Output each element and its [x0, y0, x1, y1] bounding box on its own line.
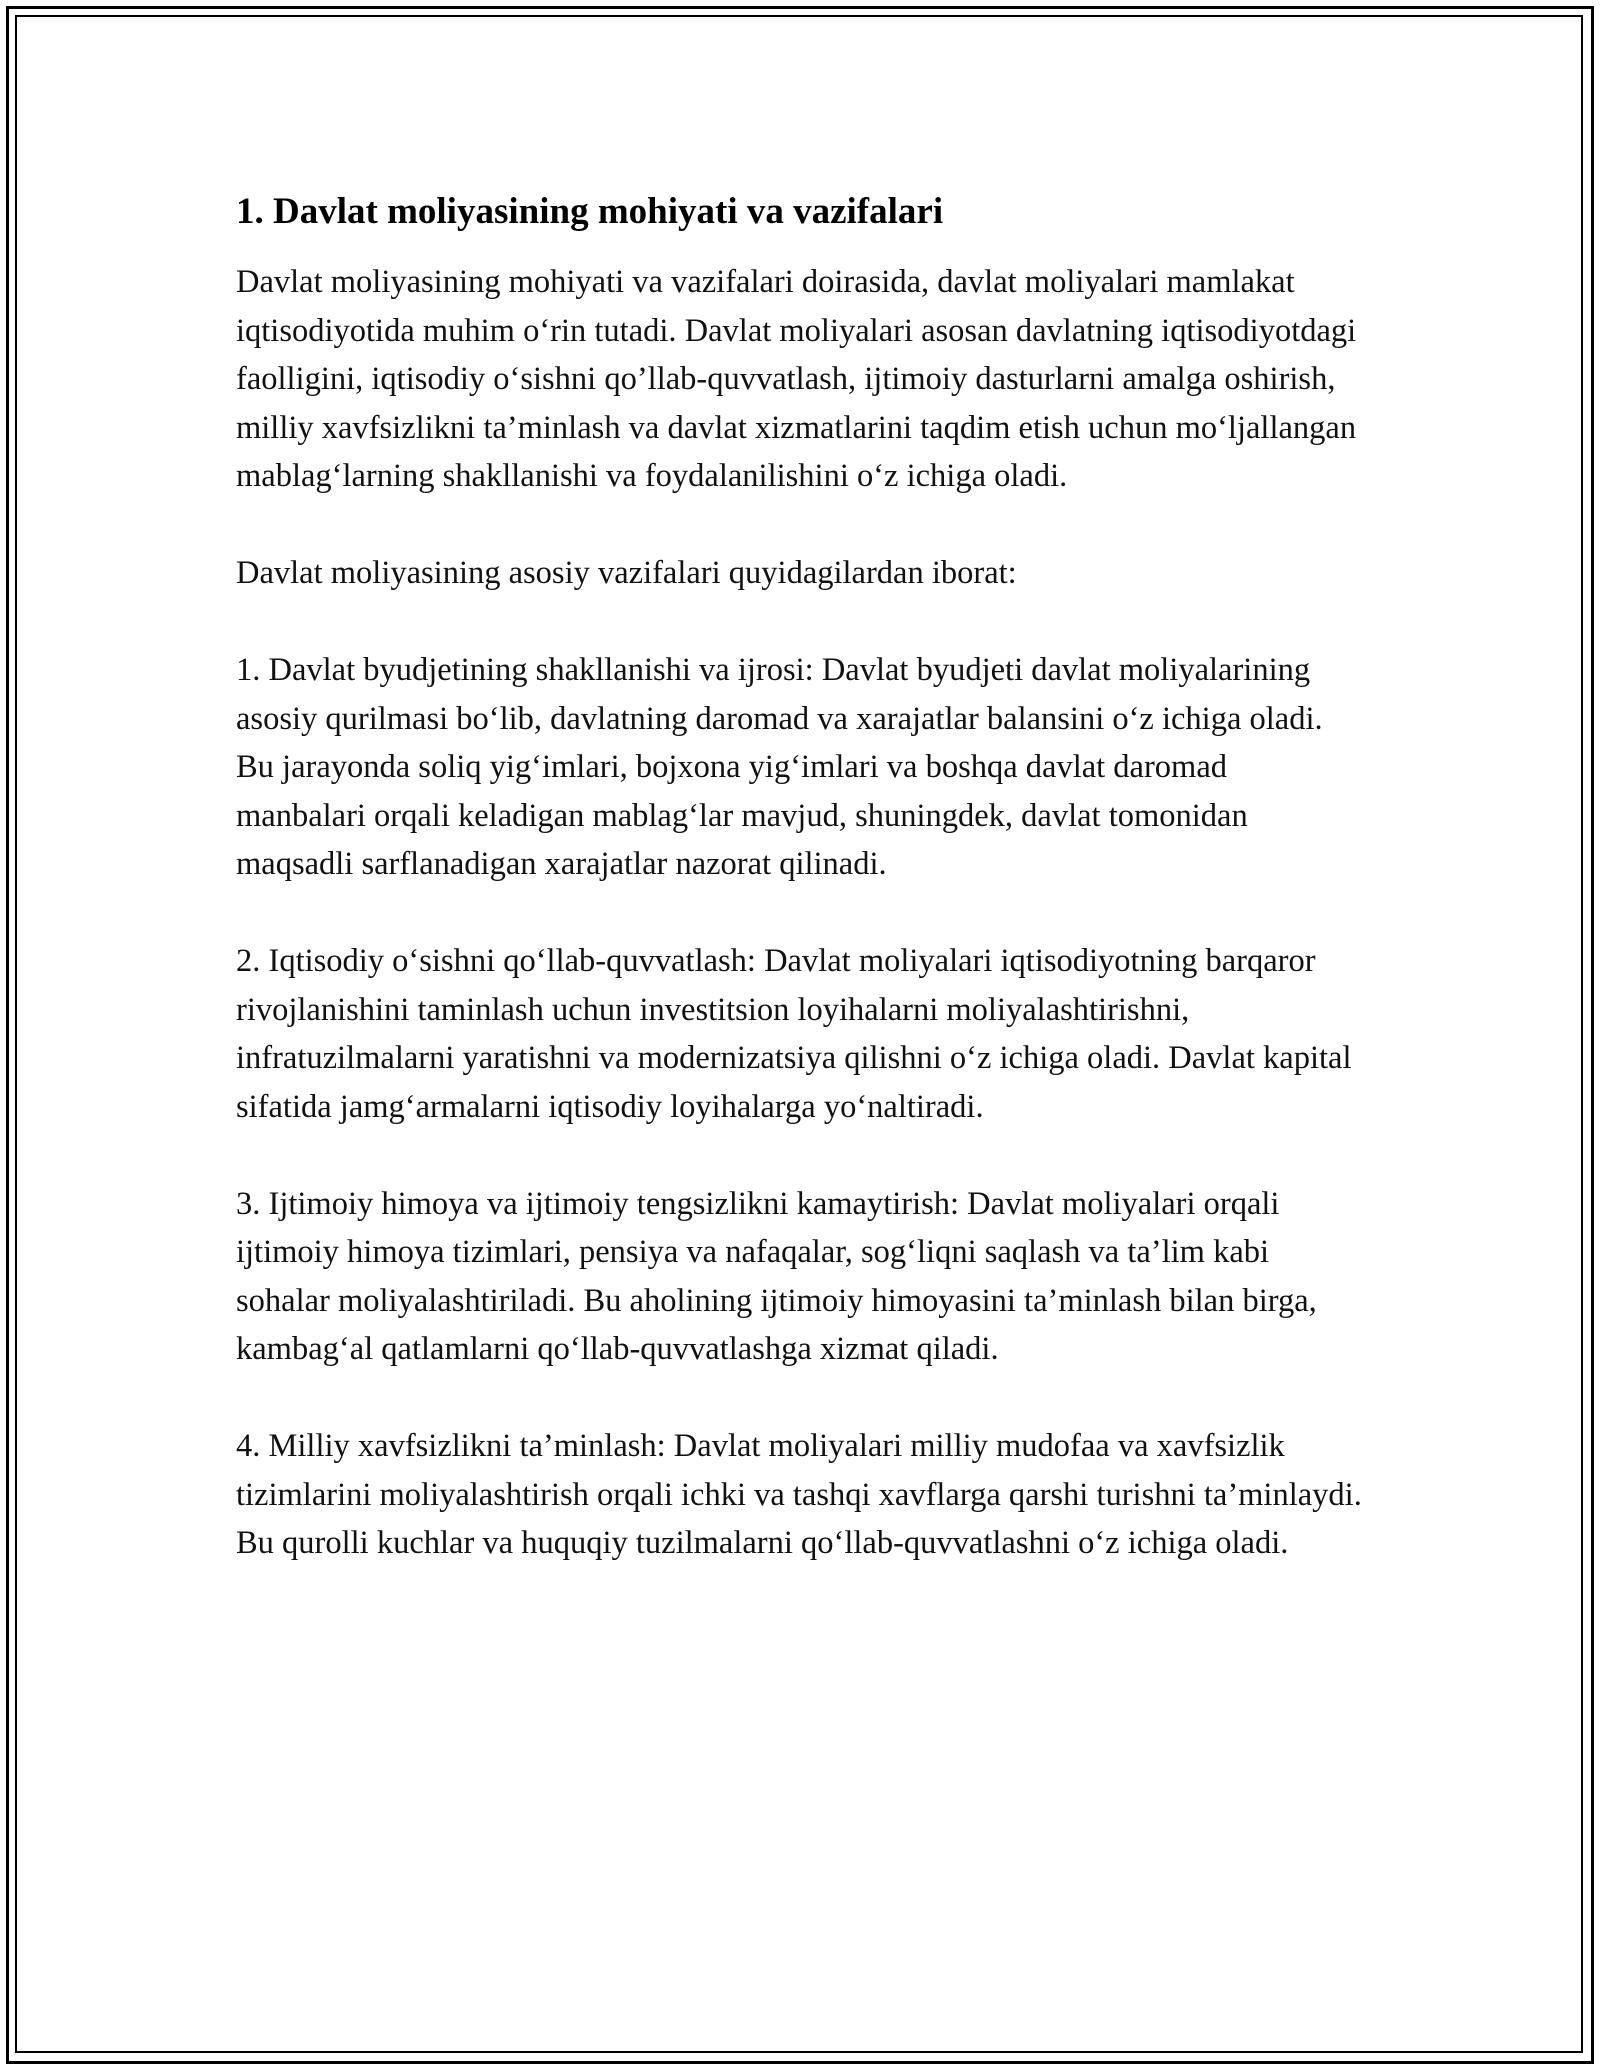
task-item-economic-growth: 2. Iqtisodiy o‘sishni qo‘llab-quvvatlash: Davlat moliyalari iqtisodiyotning barqaror rivojlanishini taminlash uchun investitsion loyihalarni moliyalashtirishni, infratuzilmalarni yaratishni va modernizatsiya qilishni o‘z ichiga oladi. Davlat kapital sifatida jamg‘armalarni iqtisodiy loyihalarga yo‘naltiradi. [236, 943, 1352, 1125]
section-heading: 1. Davlat moliyasining mohiyati va vazifalari [236, 191, 944, 232]
task-item-national-security: 4. Milliy xavfsizlikni ta’minlash: Davlat moliyalari milliy mudofaa va xavfsizlik tizimlarini moliyalashtirish orqali ichki va tashqi xavflarga qarshi turishni ta’minlaydi. Bu qurolli kuchlar va huquqiy tuzilmalarni qo‘llab-quvvatlashni o‘z ichiga oladi. [236, 1428, 1362, 1561]
document-body [236, 186, 1364, 1616]
tasks-lead-paragraph: Davlat moliyasining asosiy vazifalari quyidagilardan iborat: [236, 555, 1017, 591]
intro-paragraph: Davlat moliyasining mohiyati va vazifalari doirasida, davlat moliyalari mamlakat iqtisodiyotida muhim o‘rin tutadi. Davlat moliyalari asosan davlatning iqtisodiyotdagi faolligini, iqtisodiy o‘sishni qo’llab-quvvatlash, ijtimoiy dasturlarni amalga oshirish, milliy xavfsizlikni ta’minlash va davlat xizmatlarini taqdim etish uchun mo‘ljallangan mablag‘larning shakllanishi va foydalanilishini o‘z ichiga oladi. [236, 264, 1357, 494]
task-item-budget: 1. Davlat byudjetining shakllanishi va ijrosi: Davlat byudjeti davlat moliyalarining asosiy qurilmasi bo‘lib, davlatning daromad va xarajatlar balansini o‘z ichiga oladi. Bu jarayonda soliq yig‘imlari, bojxona yig‘imlari va boshqa davlat daromad manbalari orqali keladigan mablag‘lar mavjud, shuningdek, davlat tomonidan maqsadli sarflanadigan xarajatlar nazorat qilinadi. [236, 652, 1323, 882]
task-item-social-protection: 3. Ijtimoiy himoya va ijtimoiy tengsizlikni kamaytirish: Davlat moliyalari orqali ijtimoiy himoya tizimlari, pensiya va nafaqalar, sog‘liqni saqlash va ta’lim kabi sohalar moliyalashtiriladi. Bu aholining ijtimoiy himoyasini ta’minlash bilan birga, kambag‘al qatlamlarni qo‘llab-quvvatlashga xizmat qiladi. [236, 1185, 1317, 1367]
